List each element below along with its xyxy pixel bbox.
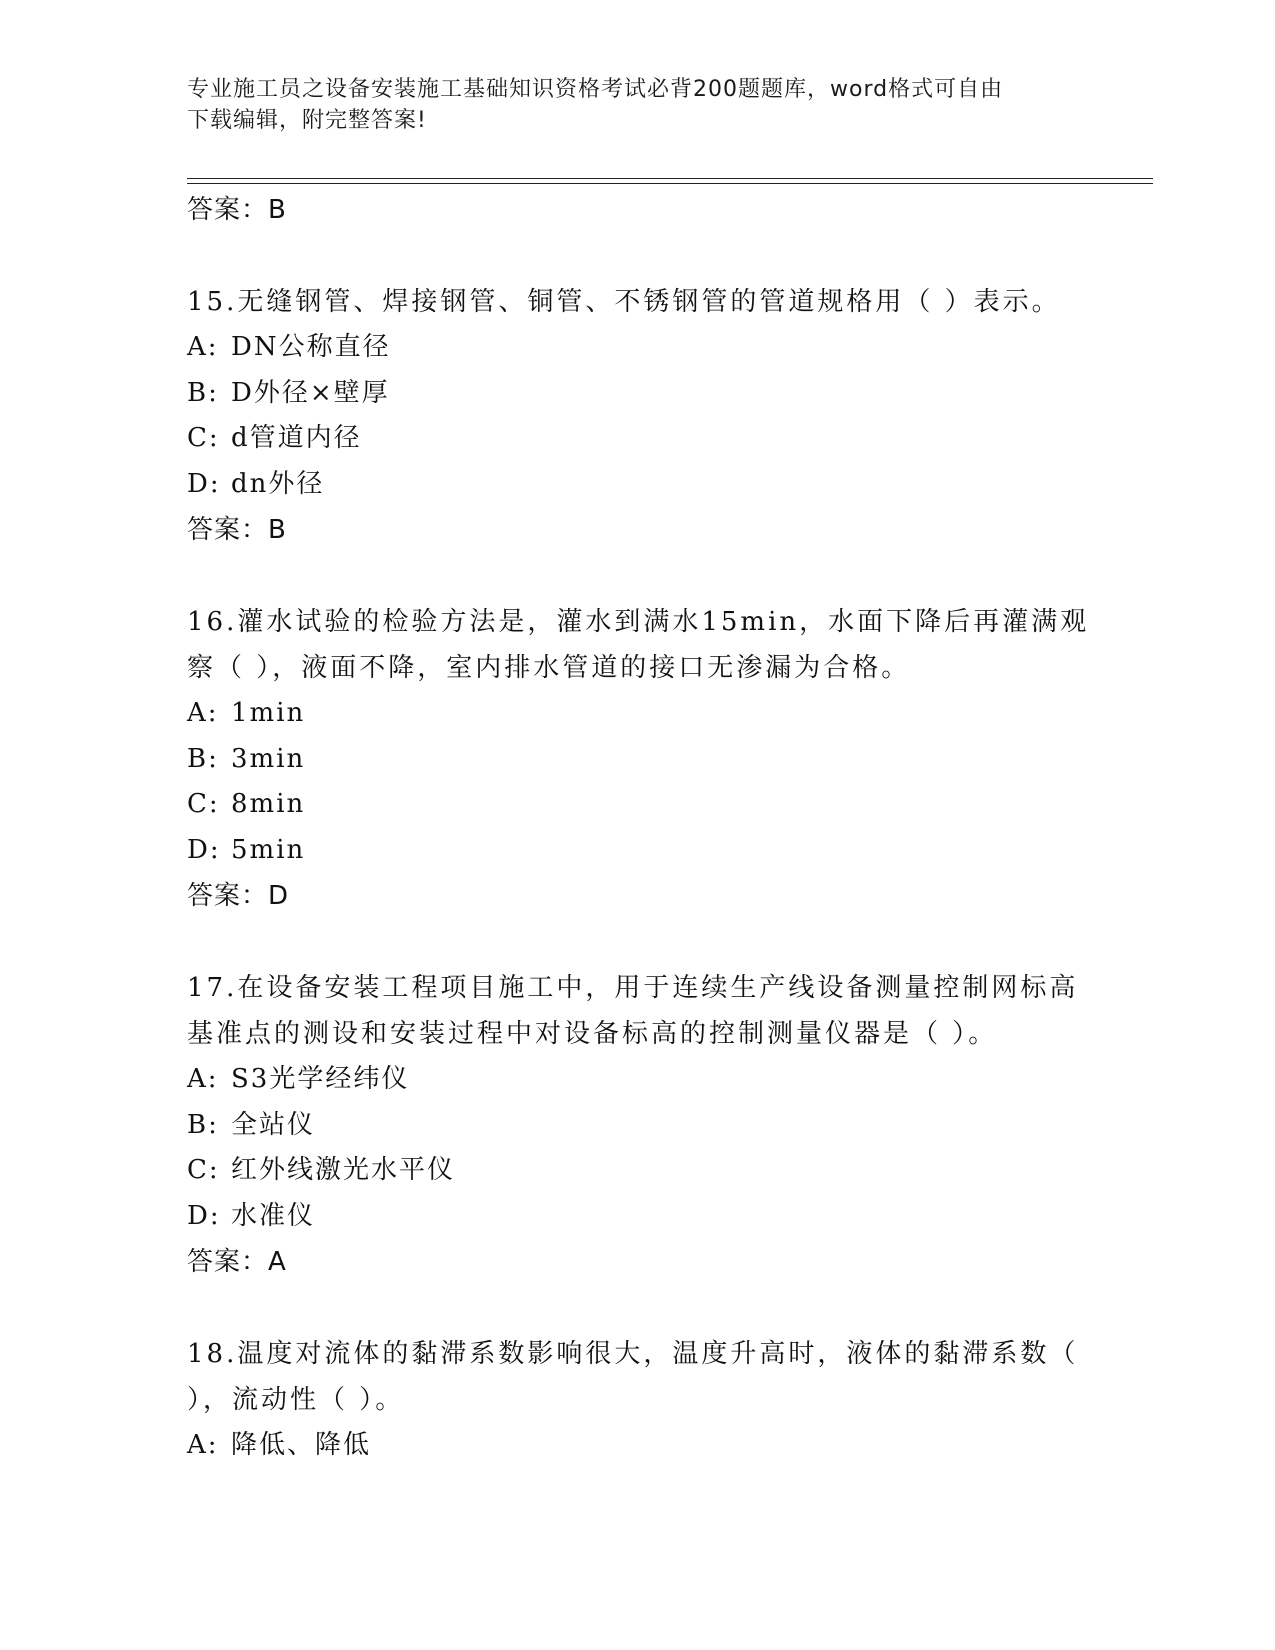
option-text: d管道内径 (231, 423, 362, 453)
option-text: 全站仪 (231, 1109, 316, 1140)
option-letter: B: (187, 743, 219, 774)
question-text: 17.在设备安装工程项目施工中，用于连续生产线设备测量控制网标高 (187, 973, 1079, 1003)
question-block (187, 599, 1090, 965)
option-d (187, 1194, 1087, 1240)
question-text: 察（ ），液面不降，室内排水管道的接口无渗漏为合格。 (187, 653, 911, 683)
spacer (187, 233, 1087, 279)
option-text: 1min (231, 698, 306, 728)
option-d (187, 462, 1087, 508)
spacer (187, 1285, 1087, 1331)
option-letter: C: (187, 789, 220, 819)
option-text: 5min (231, 834, 306, 865)
option-letter: A: (187, 698, 219, 728)
option-text: DN公称直径 (231, 332, 391, 362)
option-c (187, 416, 1087, 462)
option-text: S3光学经纬仪 (231, 1064, 410, 1094)
question-block (187, 965, 1087, 1331)
option-text: dn外径 (231, 468, 325, 499)
option-b (187, 737, 1087, 783)
option-text: 水准仪 (231, 1200, 316, 1231)
option-letter: A: (187, 1064, 219, 1094)
page-header (187, 74, 1067, 136)
option-letter: C: (187, 1155, 220, 1185)
question-block (187, 1331, 1087, 1469)
option-text: 红外线激光水平仪 (231, 1155, 456, 1185)
answer-line: 答案：B (187, 515, 287, 545)
option-b (187, 371, 1087, 417)
option-b (187, 1103, 1087, 1149)
header-divider-bottom (187, 183, 1153, 184)
question-block (187, 279, 1087, 599)
option-letter: C: (187, 423, 220, 453)
question-text: 16.灌水试验的检验方法是，灌水到满水15min，水面下降后再灌满观 (187, 607, 1090, 637)
option-text: D外径×壁厚 (231, 377, 390, 408)
question-text: ），流动性（ ）。 (187, 1385, 405, 1415)
option-letter: B: (187, 1109, 219, 1140)
answer-line: 答案：D (187, 881, 290, 911)
question-list (187, 187, 1090, 1469)
option-text: 3min (231, 743, 306, 774)
option-letter: A: (187, 332, 219, 362)
option-c (187, 782, 1087, 828)
question-text: 基准点的测设和安装过程中对设备标高的控制测量仪器是（ ）。 (187, 1019, 998, 1049)
spacer (187, 919, 1087, 965)
option-c (187, 1148, 1087, 1194)
option-letter: D: (187, 1200, 221, 1231)
option-a (187, 691, 1087, 737)
spacer (187, 553, 1087, 599)
option-text: 降低、降低 (231, 1430, 372, 1460)
option-text: 8min (231, 789, 306, 819)
option-a (187, 1423, 1087, 1469)
header-line-2: 下载编辑，附完整答案! (187, 108, 427, 133)
option-d (187, 828, 1087, 874)
question-text: 15.无缝钢管、焊接钢管、铜管、不锈钢管的管道规格用（ ）表示。 (187, 287, 1061, 317)
option-letter: B: (187, 377, 219, 408)
answer-line: 答案：B (187, 195, 287, 225)
option-a (187, 325, 1087, 371)
header-divider-top (187, 178, 1153, 179)
header-line-1: 专业施工员之设备安装施工基础知识资格考试必背200题题库，word格式可自由 (187, 77, 1004, 102)
option-letter: D: (187, 834, 221, 865)
answer-line: 答案：A (187, 1247, 287, 1277)
option-letter: D: (187, 468, 221, 499)
option-a (187, 1057, 1087, 1103)
option-letter: A: (187, 1430, 219, 1460)
question-text: 18.温度对流体的黏滞系数影响很大，温度升高时，液体的黏滞系数（ (187, 1339, 1079, 1369)
